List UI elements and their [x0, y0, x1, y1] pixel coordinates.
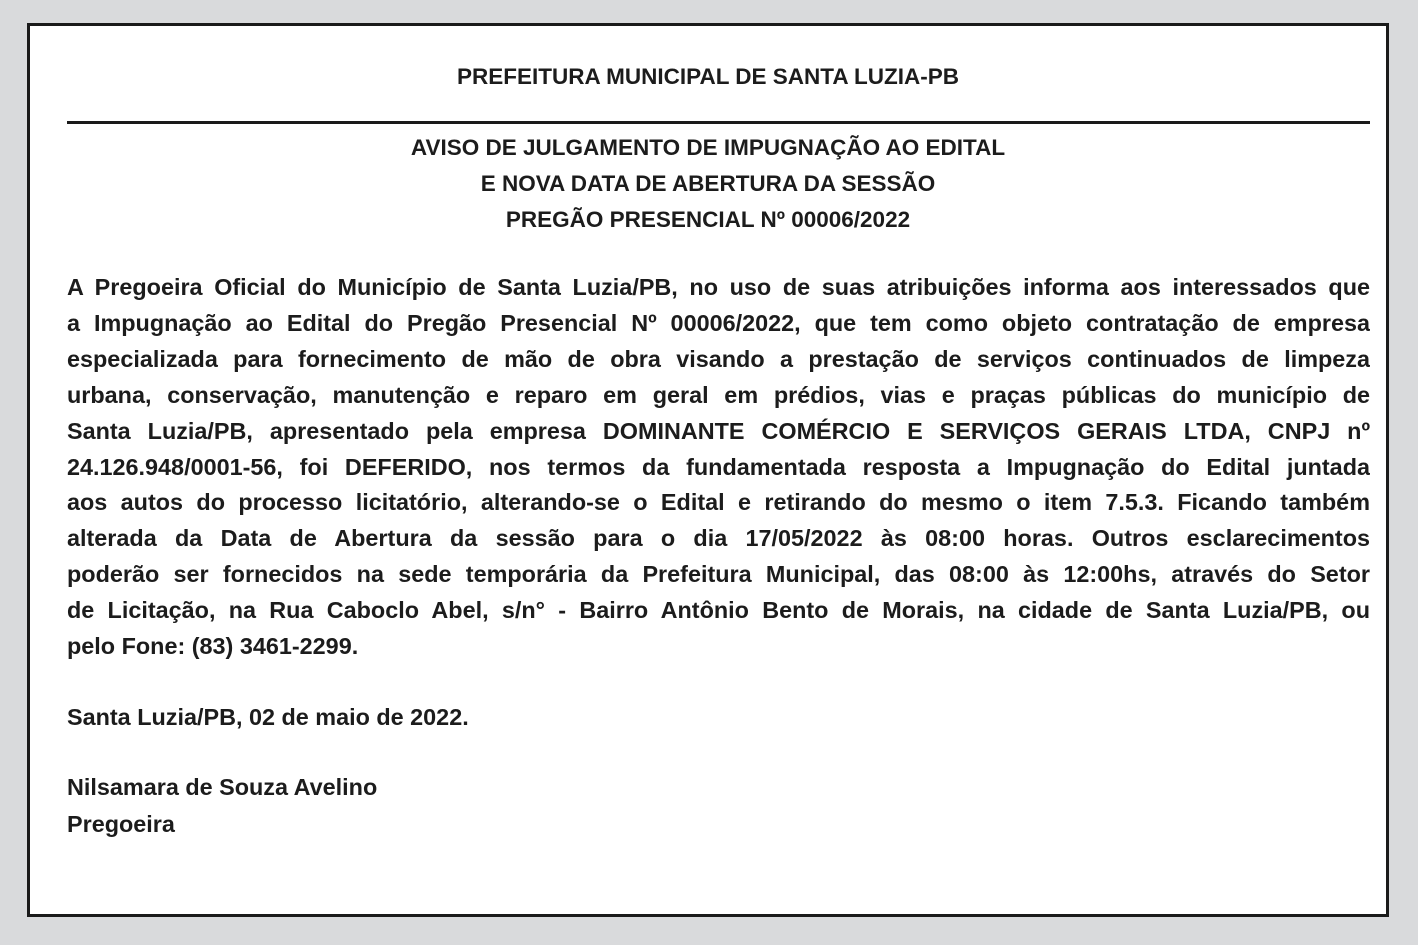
body-line: Santa Luzia/PB, apresentado pela empresa DOMINANTE COMÉRCIO E SERVIÇOS GERAIS LTDA, CNPJ nº [67, 417, 1370, 444]
subject-line-1: AVISO DE JULGAMENTO DE IMPUGNAÇÃO AO EDITAL [410, 135, 1006, 160]
body-line: urbana, conservação, manutenção e reparo em geral em prédios, vias e praças públicas do município de [67, 381, 1370, 408]
notice-subject [30, 130, 1386, 238]
signatory-role: Pregoeira [67, 811, 175, 837]
body-line: poderão ser fornecidos na sede temporária da Prefeitura Municipal, das 08:00 às 12:00hs, através do Setor [67, 561, 1370, 588]
signature-block [67, 769, 377, 843]
body-line: a Impugnação ao Edital do Pregão Presencial Nº 00006/2022, que tem como objeto contratação de empresa [67, 309, 1370, 336]
body-line: alterada da Data de Abertura da sessão para o dia 17/05/2022 às 08:00 horas. Outros esclarecimentos [67, 525, 1370, 552]
subject-line-3: PREGÃO PRESENCIAL Nº 00006/2022 [505, 207, 911, 232]
header-divider [67, 121, 1370, 124]
notice-body [67, 270, 1370, 665]
header-title: PREFEITURA MUNICIPAL DE SANTA LUZIA-PB [456, 64, 960, 89]
body-line: A Pregoeira Oficial do Município de Santa Luzia/PB, no uso de suas atribuições informa aos interessados que [67, 274, 1370, 300]
body-line: 24.126.948/0001-56, foi DEFERIDO, nos termos da fundamentada resposta a Impugnação do Edital juntada [67, 453, 1370, 480]
body-line: aos autos do processo licitatório, alterando-se o Edital e retirando do mesmo o item 7.5.3. Ficando também [67, 489, 1370, 516]
body-line: de Licitação, na Rua Caboclo Abel, s/n° - Bairro Antônio Bento de Morais, na cidade de Santa Luzia/PB, ou [67, 597, 1370, 624]
body-line: especializada para fornecimento de mão de obra visando a prestação de serviços continuados de limpeza [67, 345, 1370, 372]
signatory-name: Nilsamara de Souza Avelino [67, 774, 378, 800]
place-and-date: Santa Luzia/PB, 02 de maio de 2022. [67, 704, 469, 730]
body-line: pelo Fone: (83) 3461-2299. [67, 633, 359, 660]
subject-line-2: E NOVA DATA DE ABERTURA DA SESSÃO [480, 171, 936, 196]
notice-card [27, 23, 1389, 917]
